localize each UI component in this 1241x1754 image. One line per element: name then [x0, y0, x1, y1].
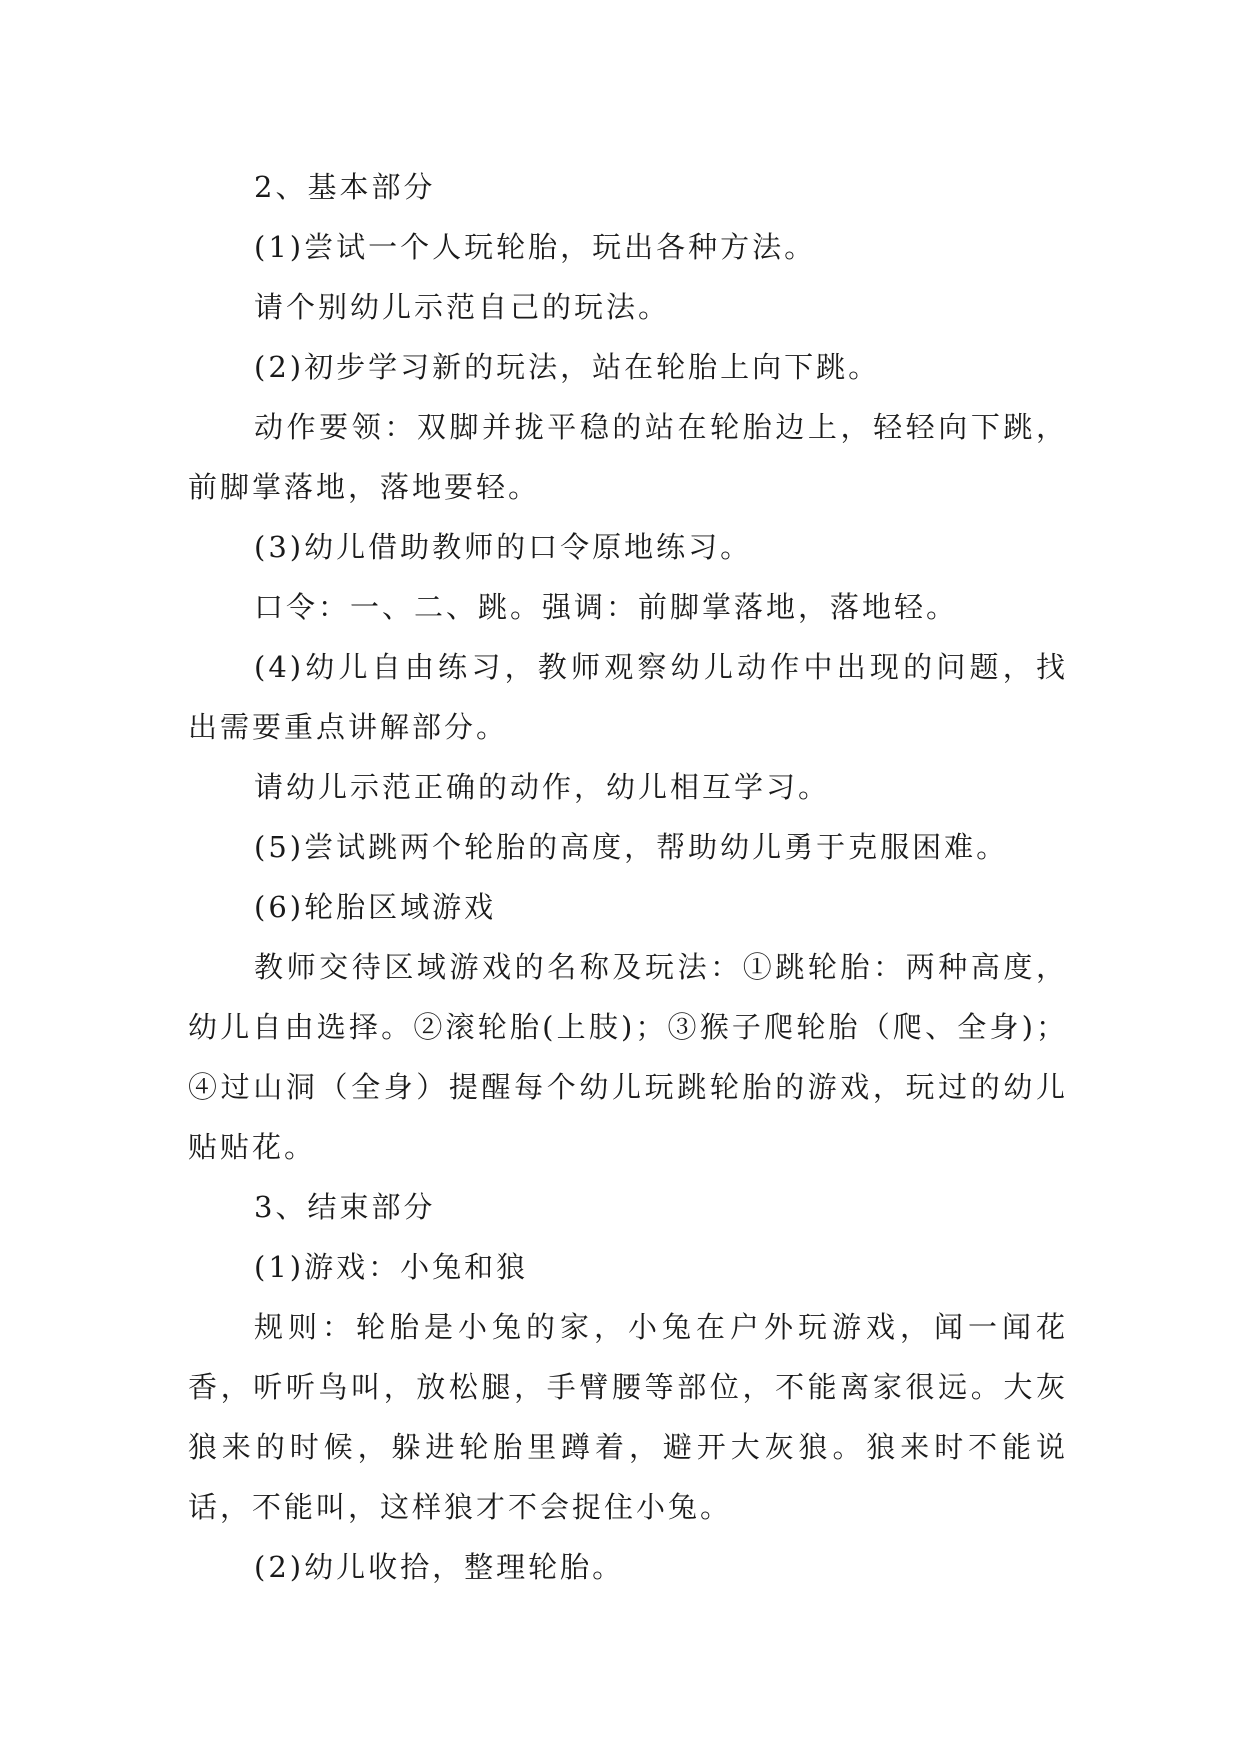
- paragraph: (5)尝试跳两个轮胎的高度，帮助幼儿勇于克服困难。: [254, 830, 1009, 864]
- paragraph: 口令：一、二、跳。强调：前脚掌落地，落地轻。: [254, 590, 959, 624]
- paragraph: (1)尝试一个人玩轮胎，玩出各种方法。: [254, 230, 817, 264]
- paragraph: (2)幼儿收拾，整理轮胎。: [254, 1550, 625, 1584]
- section-heading-ending: 3、结束部分: [254, 1190, 436, 1224]
- section-heading-basic: 2、基本部分: [254, 170, 436, 204]
- paragraph: (1)游戏：小兔和狼: [254, 1250, 529, 1284]
- paragraph: (3)幼儿借助教师的口令原地练习。: [254, 530, 753, 564]
- paragraph: 动作要领：双脚并拢平稳的站在轮胎边上，轻轻向下跳，前脚掌落地，落地要轻。: [188, 410, 1068, 504]
- paragraph: (2)初步学习新的玩法，站在轮胎上向下跳。: [254, 350, 881, 384]
- paragraph: 请个别幼儿示范自己的玩法。: [254, 290, 671, 324]
- paragraph: 请幼儿示范正确的动作，幼儿相互学习。: [254, 770, 831, 804]
- paragraph: 规则：轮胎是小兔的家，小兔在户外玩游戏，闻一闻花香，听听鸟叫，放松腿，手臂腰等部位，不能离家很远。大灰狼来的时候，躲进轮胎里蹲着，避开大灰狼。狼来时不能说话，不能叫，这样狼才不会捉住小兔。: [188, 1310, 1068, 1524]
- paragraph: (6)轮胎区域游戏: [254, 890, 497, 924]
- paragraph: 教师交待区域游戏的名称及玩法：①跳轮胎：两种高度，幼儿自由选择。②滚轮胎(上肢)；③猴子爬轮胎（爬、全身)；④过山洞（全身）提醒每个幼儿玩跳轮胎的游戏，玩过的幼儿贴贴花。: [188, 950, 1068, 1164]
- paragraph: (4)幼儿自由练习，教师观察幼儿动作中出现的问题，找出需要重点讲解部分。: [188, 650, 1068, 744]
- document-body: [188, 157, 1068, 1597]
